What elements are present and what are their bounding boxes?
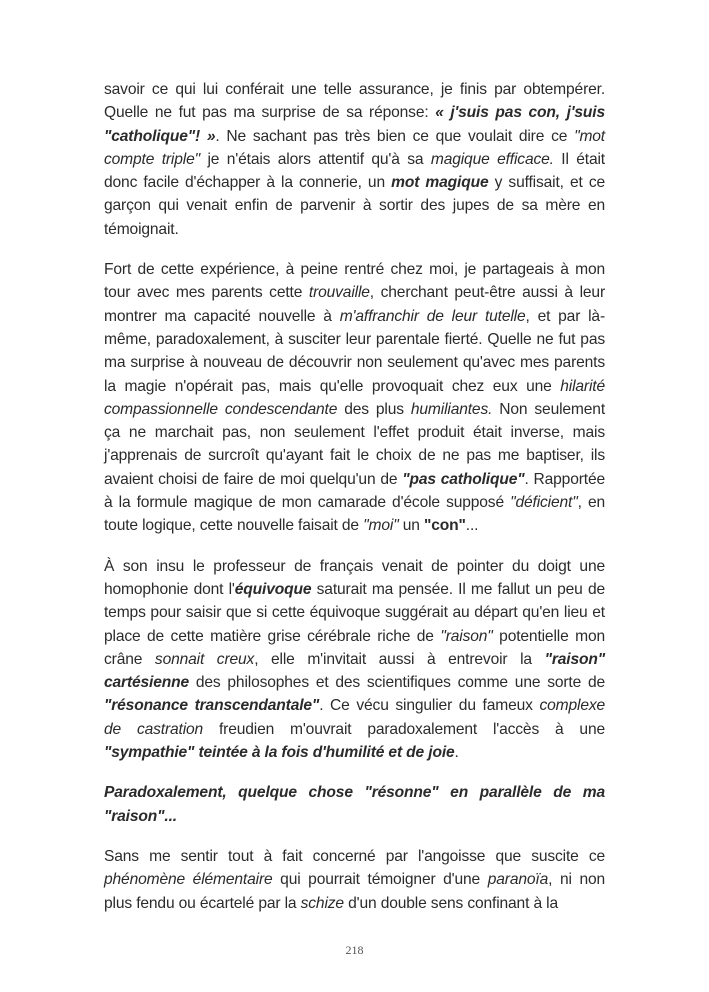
text-run: potentielle mon crâne <box>104 627 605 668</box>
text-run: Fort de cette expérience, à peine rentré chez moi, je partageais à mon tour avec mes parents cette <box>104 261 605 302</box>
text-run: Il était donc facile d'échapper à la connerie, un <box>104 150 605 192</box>
emphasis-run: mot magique <box>391 174 489 192</box>
text-run: un <box>398 517 425 535</box>
paragraph-1 <box>104 78 605 241</box>
emphasis-run: trouvaille <box>308 284 370 302</box>
text-run: Non seulement ça ne marchait pas, non seulement l'effet produit était inverse, mais j'apprenais de surcroît qu'ayant fait le choix de ne pas me baptiser, ils avaient choisi de faire de moi quelqu'un de <box>104 400 606 488</box>
emphasis-run: "déficient" <box>510 494 578 512</box>
text-run: , cherchant peut-être aussi à leur montrer ma capacité nouvelle à <box>104 284 605 325</box>
emphasis-run: "mot compte triple" <box>104 127 605 168</box>
text-run: . Rapportée à la formule magique de mon camarade d'école supposé <box>104 470 605 512</box>
emphasis-run: hilarité compassionnelle condescendante <box>104 377 605 418</box>
text-run: , ni non plus fendu ou écartelé par la <box>104 871 606 912</box>
text-run: qui pourrait témoigner d'une <box>272 871 488 889</box>
text-run: je n'étais alors attentif qu'à sa <box>200 150 431 168</box>
emphasis-run: complexe de castration <box>104 697 606 738</box>
text-run: d'un double sens confinant à la <box>343 894 558 912</box>
emphasis-run: paranoïa <box>487 871 549 889</box>
emphasis-run: sonnait creux <box>154 650 255 668</box>
emphasis-run: "raison" <box>440 627 493 645</box>
text-run: freudien m'ouvrait paradoxalement l'accès à une <box>203 720 605 738</box>
emphasis-run: phénomène élémentaire <box>104 871 273 889</box>
text-run: . Ne sachant pas très bien ce que voulait dire ce <box>215 127 575 145</box>
emphasis-run: m'affranchir de leur tutelle <box>339 307 526 325</box>
text-run: . Ce vécu singulier du fameux <box>319 697 540 715</box>
text-run: À son insu le professeur de français venait de pointer du doigt une homophonie dont l' <box>104 557 605 598</box>
text-run: . <box>454 744 459 762</box>
emphasis-run: "sympathie" teintée à la fois d'humilité et de joie <box>104 744 455 762</box>
text-run: , en toute logique, cette nouvelle faisait de <box>104 494 605 535</box>
emphasis-run: "raison" cartésienne <box>104 650 605 692</box>
emphasis-run: "résonance transcendantale" <box>104 697 320 715</box>
emphasis-run: "moi" <box>363 517 399 535</box>
emphasis-run: schize <box>300 894 344 912</box>
text-run: savoir ce qui lui conférait une telle assurance, je finis par obtempérer. Quelle ne fut pas ma surprise de sa réponse: <box>104 81 605 122</box>
text-run: saturait ma pensée. Il me fallut un peu de temps pour saisir que si cette équivoque suggérait au départ qu'en lieu et place de cette matière grise cérébrale riche de <box>104 580 605 645</box>
paragraph-5 <box>104 845 605 915</box>
text-run: des plus <box>337 400 411 418</box>
text-run: , elle m'invitait aussi à entrevoir la <box>254 650 545 668</box>
emphasis-run: magique efficace. <box>430 150 554 168</box>
paragraph-2 <box>104 258 605 538</box>
text-run: Sans me sentir tout à fait concerné par l'angoisse que suscite ce <box>104 847 605 865</box>
emphasis-run: "pas catholique" <box>402 470 525 488</box>
emphasis-run: "con" <box>424 517 466 535</box>
page-body <box>104 78 605 915</box>
paragraph-3 <box>104 555 605 765</box>
text-run: y suffisait, et ce garçon qui venait enfin de parvenir à sortir des jupes de sa mère en témoignait. <box>104 174 606 238</box>
section-statement <box>104 781 605 828</box>
emphasis-run: équivoque <box>234 580 312 598</box>
page-number: 218 <box>345 943 364 957</box>
text-run: , et par là-même, paradoxalement, à susciter leur parentale fierté. Quelle ne fut pas ma surprise à nouveau de découvrir non seulement qu'avec mes parents la magie n'opérait pas, mais qu'elle provoquait chez eux une <box>104 307 605 395</box>
emphasis-run: Paradoxalement, quelque chose "résonne" en parallèle de ma "raison"... <box>104 784 605 825</box>
emphasis-run: humiliantes. <box>410 400 493 418</box>
emphasis-run: « j'suis pas con, j'suis "catholique"! » <box>104 104 605 145</box>
text-run: ... <box>465 517 479 535</box>
text-run: des philosophes et des scientifiques comme une sorte de <box>189 674 605 692</box>
